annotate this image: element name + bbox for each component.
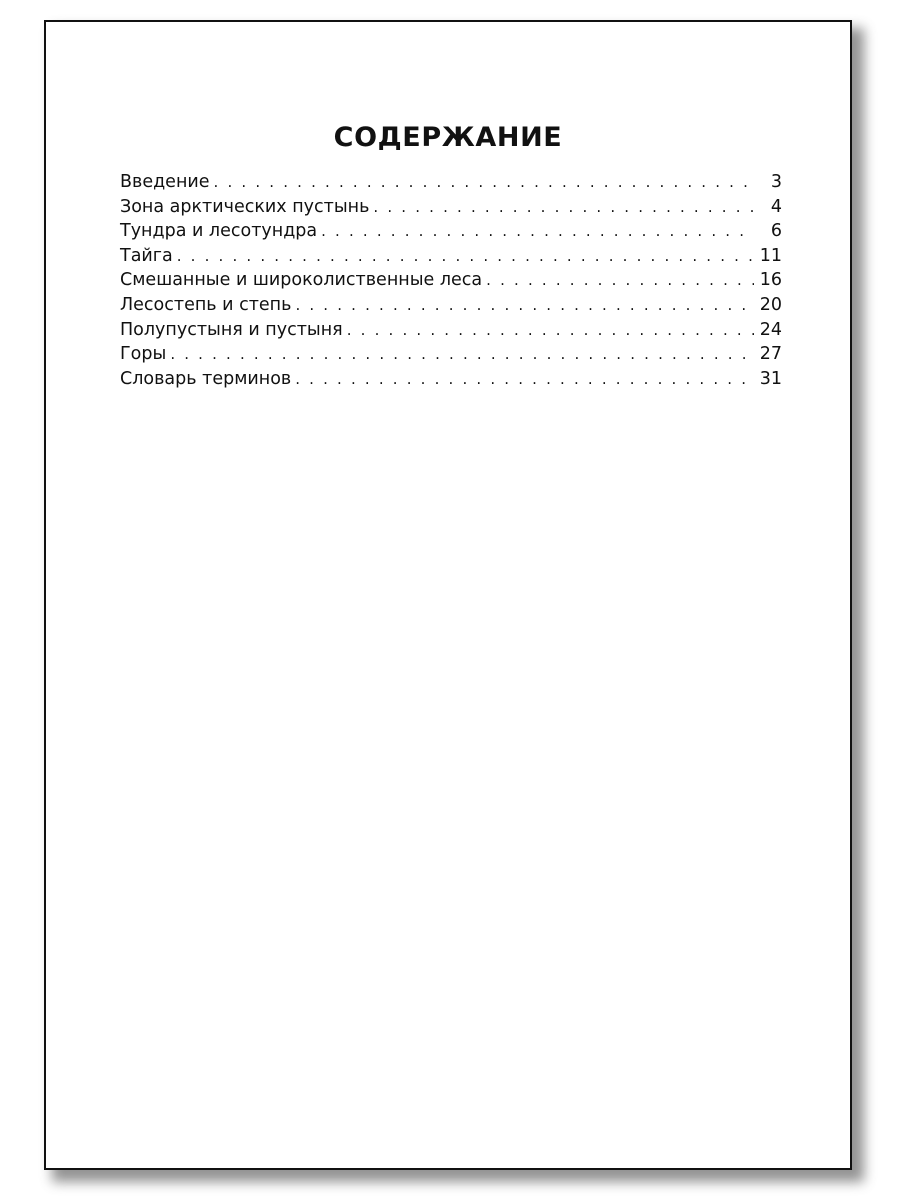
toc-entry-introduction[interactable] (120, 170, 782, 195)
document-page (44, 20, 852, 1170)
dot-leader (170, 342, 753, 367)
toc-entry-label: Зона арктических пустынь (120, 196, 370, 217)
dot-leader (177, 244, 754, 269)
dot-leader (321, 219, 754, 244)
toc-entry-label: Лесостепь и степь (120, 294, 292, 315)
toc-entry-label: Введение (120, 172, 210, 192)
dot-leader (373, 195, 754, 220)
toc-entry-forest-steppe[interactable] (120, 293, 782, 318)
toc-entry-label: Тундра и лесотундра (120, 221, 318, 242)
toc-entry-page-number: 31 (759, 368, 782, 389)
dot-leader (295, 293, 753, 318)
toc-entry-glossary[interactable] (120, 367, 782, 392)
toc-entry-mountains[interactable] (120, 342, 782, 367)
toc-entry-page-number: 4 (770, 196, 782, 217)
toc-entry-page-number: 6 (770, 221, 782, 242)
toc-entry-page-number: 24 (759, 319, 782, 340)
toc-entry-arctic-desert-zone[interactable] (120, 195, 782, 220)
toc-entry-page-number: 11 (759, 245, 782, 266)
toc-entry-page-number: 16 (759, 270, 782, 291)
dot-leader (347, 318, 754, 343)
dot-leader (486, 268, 754, 293)
page-title: СОДЕРЖАНИЕ (333, 122, 563, 153)
toc-entry-label: Горы (120, 344, 167, 365)
toc-entry-page-number: 20 (759, 294, 782, 315)
dot-leader (295, 367, 753, 392)
dot-leader (214, 170, 754, 195)
toc-entry-page-number: 3 (770, 172, 782, 192)
toc-entry-label: Смешанные и широколиственные леса (120, 270, 483, 291)
toc-entry-page-number: 27 (759, 344, 782, 365)
table-of-contents (120, 170, 782, 391)
toc-entry-taiga[interactable] (120, 244, 782, 269)
toc-entry-label: Словарь терминов (120, 368, 292, 389)
toc-entry-tundra[interactable] (120, 219, 782, 244)
toc-entry-mixed-forests[interactable] (120, 268, 782, 293)
toc-entry-label: Тайга (120, 245, 173, 266)
toc-entry-semi-desert[interactable] (120, 318, 782, 343)
toc-entry-label: Полупустыня и пустыня (120, 319, 343, 340)
